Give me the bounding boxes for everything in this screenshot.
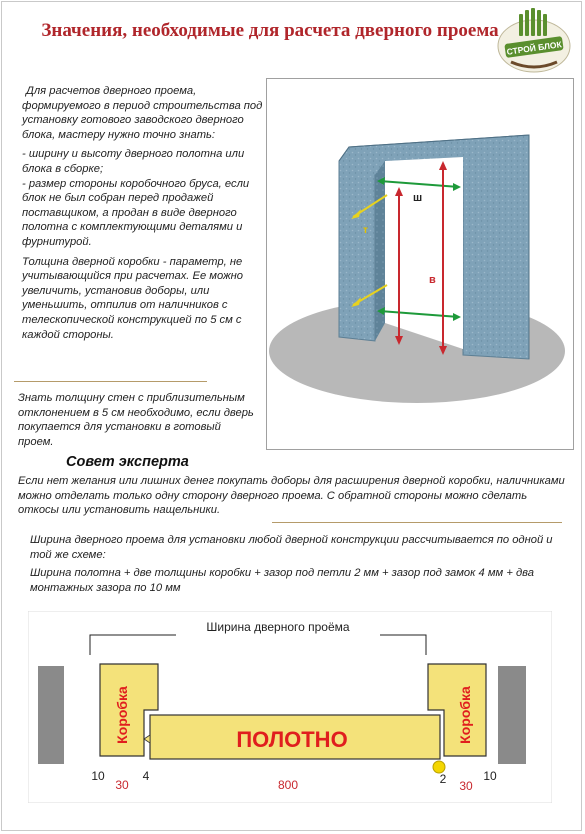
- height-label: в: [429, 274, 436, 286]
- dim-left-gap: 10: [91, 769, 105, 783]
- intro-block: [22, 84, 264, 347]
- scheme-title: Ширина дверного проёма: [206, 620, 350, 634]
- logo-text: СТРОЙ БЛОК: [506, 39, 563, 57]
- door-width-scheme: [28, 611, 552, 803]
- dim-leaf: 800: [277, 778, 299, 792]
- dim-hinge-gap: 2: [439, 772, 447, 786]
- wall-right: [498, 666, 526, 764]
- expert-heading: Совет эксперта: [66, 454, 189, 470]
- dim-lock-gap: 4: [142, 769, 150, 783]
- dim-left-frame: 30: [115, 778, 129, 792]
- dim-right-frame: 30: [459, 779, 473, 793]
- wall-left: [38, 666, 64, 764]
- divider: [14, 381, 207, 382]
- door-illustration-frame: [266, 78, 574, 450]
- thickness-label: т: [363, 225, 368, 236]
- divider: [272, 522, 562, 523]
- intro-paragraph: Толщина дверной коробки - параметр, не учитывающийся при расчетах. Ее можно увеличить, установив доборы, или уменьшить, отпилив от наличников с телескопической конструкцией по 5 см с каждой стороны.: [22, 255, 244, 341]
- intro-paragraph: Для расчетов дверного проема, формируемого в период строительства под установку готового заводского дверного блока, мастеру нужно точно знать:: [22, 85, 263, 141]
- door-leaf-label: ПОЛОТНО: [236, 727, 348, 752]
- frame-left-label: Коробка: [114, 686, 130, 744]
- page-title: Значения, необходимые для расчета дверного проема: [41, 20, 499, 41]
- intro-list-item: - размер стороны коробочного бруса, если блок не был собран перед продажей поставщиком, а продан в виде дверного полотна с комплектующими деталями и фурнитурой.: [22, 177, 250, 248]
- width-label: ш: [413, 192, 423, 204]
- width-calc-block: [30, 533, 560, 599]
- frame-right-label: Коробка: [457, 686, 473, 744]
- expert-text: Если нет желания или лишних денег покупать доборы для расширения дверной коробки, наличниками можно отделать только одну сторону дверного проема. С обратной стороны можно сделать откосы или установить нащельники.: [18, 475, 565, 516]
- dim-right-gap: 10: [483, 769, 497, 783]
- width-calc-formula: Ширина полотна + две толщины коробки + зазор под петли 2 мм + зазор под замок 4 мм + два монтажных зазора по 10 мм: [30, 567, 534, 594]
- wall-note: Знать толщину стен с приблизительным отклонением в 5 см необходимо, если дверь покупается для установки в готовый проем.: [18, 392, 254, 448]
- width-calc-intro: Ширина дверного проема для установки любой дверной конструкции рассчитывается по одной и той же схеме:: [30, 534, 553, 561]
- intro-list-item: - ширину и высоту дверного полотна или блока в сборке;: [22, 148, 245, 175]
- stroy-blok-logo: [495, 6, 573, 76]
- door-opening-illustration: [267, 79, 573, 449]
